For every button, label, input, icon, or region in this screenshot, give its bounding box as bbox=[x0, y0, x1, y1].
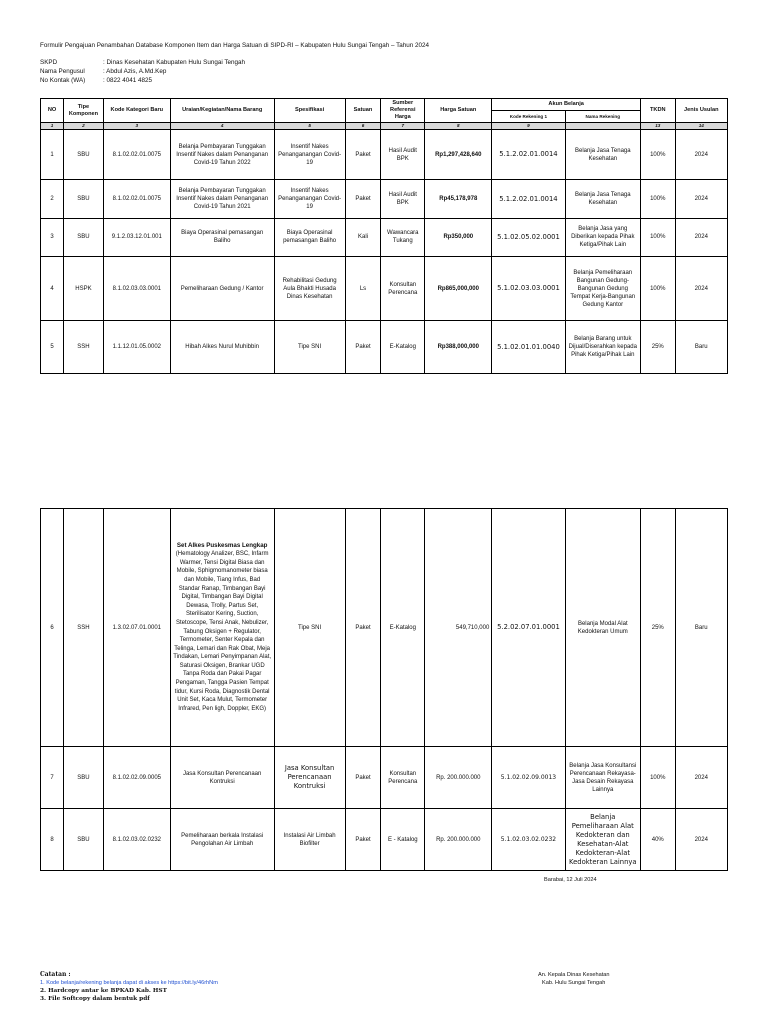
cell-nama-rek: Belanja Pemeliharaan Alat Kedokteran dan Kesehatan-Alat Kedokteran-Alat Kedokteran Lainnya bbox=[565, 809, 640, 871]
cell-nama-rek: Belanja Pemeliharaan Bangunan Gedung-Bangunan Gedung Tempat Kerja-Bangunan Gedung Kantor bbox=[565, 256, 640, 321]
table-row bbox=[41, 179, 728, 218]
cell-kode: 9.1.2.03.12.01.001 bbox=[103, 219, 170, 256]
info-label: Nama Pengusul bbox=[40, 68, 85, 75]
cell-spesifikasi: Rehabilitasi Gedung Aula Bhakti Husada Dinas Kesehatan bbox=[274, 256, 345, 321]
date-place: Barabai, 12 Juli 2024 bbox=[544, 877, 597, 883]
info-label: SKPD bbox=[40, 59, 58, 66]
cell-nama-rek: Belanja Jasa Tenaga Kesehatan bbox=[565, 179, 640, 218]
cell-uraian: Pemeliharaan Gedung / Kantor bbox=[170, 256, 274, 321]
cell-nama-rek: Belanja Jasa Tenaga Kesehatan bbox=[565, 130, 640, 180]
cell-uraian bbox=[170, 509, 274, 747]
cell-nama-rek: Belanja Barang untuk Dijual/Diserahkan kepada Pihak Ketiga/Pihak Lain bbox=[565, 321, 640, 374]
cell-tipe: SBU bbox=[64, 747, 104, 809]
info-value: : Abdul Azis, A.Md.Kep bbox=[103, 68, 167, 75]
cell-sumber: Hasil Audit BPK bbox=[381, 130, 425, 180]
cell-tipe: SSH bbox=[64, 321, 104, 374]
cell-kode: 8.1.02.02.01.0075 bbox=[103, 130, 170, 180]
cell-kode: 1.1.12.01.05.0002 bbox=[103, 321, 170, 374]
cell-uraian: Belanja Pembayaran Tunggakan Insentif Nakes dalam Penanganan Covid-19 Tahun 2021 bbox=[170, 179, 274, 218]
table-row bbox=[41, 809, 728, 871]
cell-nama-rek: Belanja Jasa Konsultansi Perencanaan Rekayasa-Jasa Desain Rekayasa Lainnya bbox=[565, 747, 640, 809]
col-number: 9 bbox=[492, 123, 565, 130]
table-row bbox=[41, 256, 728, 321]
cell-kode: 1.3.02.07.01.0001 bbox=[103, 509, 170, 747]
col-number: 5 bbox=[274, 123, 345, 130]
cell-no: 4 bbox=[41, 256, 64, 321]
col-header-harga: Harga Satuan bbox=[425, 99, 492, 123]
uraian-title: Set Alkes Puskesmas Lengkap bbox=[176, 541, 268, 549]
notes-item-3: 3. File Softcopy dalam bentuk pdf bbox=[40, 996, 150, 1002]
cell-jenis: 2024 bbox=[675, 219, 727, 256]
col-header-tkdn: TKDN bbox=[640, 99, 675, 123]
col-number: 8 bbox=[425, 123, 492, 130]
col-header-kode: Kode Kategori Baru bbox=[103, 99, 170, 123]
cell-harga: Rp388,000,000 bbox=[425, 321, 492, 374]
cell-nama-rek: Belanja Modal Alat Kedokteran Umum bbox=[565, 509, 640, 747]
cell-jenis: 2024 bbox=[675, 256, 727, 321]
info-value: : 0822 4041 4825 bbox=[103, 77, 153, 84]
signature-line-2: Kab. Hulu Sungai Tengah bbox=[542, 980, 606, 986]
cell-satuan: Paket bbox=[345, 509, 381, 747]
cell-tipe: SBU bbox=[64, 179, 104, 218]
col-number: 4 bbox=[170, 123, 274, 130]
cell-satuan: Kali bbox=[345, 219, 381, 256]
signature-block bbox=[538, 971, 610, 987]
info-skpd bbox=[40, 58, 245, 67]
cell-jenis: 2024 bbox=[675, 179, 727, 218]
table-row bbox=[41, 747, 728, 809]
cell-satuan: Ls bbox=[345, 256, 381, 321]
signature-line-1: An. Kepala Dinas Kesehatan bbox=[538, 972, 610, 978]
form-info bbox=[40, 58, 245, 85]
col-number: 2 bbox=[64, 123, 104, 130]
cell-tkdn: 100% bbox=[640, 219, 675, 256]
cell-tkdn: 25% bbox=[640, 509, 675, 747]
cell-kode-rek: 5.1.02.03.03.0001 bbox=[492, 256, 565, 321]
cell-jenis: Baru bbox=[675, 321, 727, 374]
cell-uraian: Biaya Operasinal pemasangan Baliho bbox=[170, 219, 274, 256]
col-header-jenis: Jenis Usulan bbox=[675, 99, 727, 123]
cell-uraian: Jasa Konsultan Perencanaan Kontruksi bbox=[170, 747, 274, 809]
col-number: 7 bbox=[381, 123, 425, 130]
col-header-spesifikasi: Spesifikasi bbox=[274, 99, 345, 123]
cell-harga: Rp. 200.000.000 bbox=[425, 747, 492, 809]
cell-kode-rek: 5.1.2.02.01.0014 bbox=[492, 130, 565, 180]
cell-kode-rek: 5.1.2.02.01.0014 bbox=[492, 179, 565, 218]
cell-no: 2 bbox=[41, 179, 64, 218]
cell-harga: Rp350,000 bbox=[425, 219, 492, 256]
cell-satuan: Paket bbox=[345, 809, 381, 871]
info-value: : Dinas Kesehatan Kabupaten Hulu Sungai Tengah bbox=[103, 59, 246, 66]
col-header-sumber: Sumber Referensi Harga bbox=[381, 99, 425, 123]
col-number: 6 bbox=[345, 123, 381, 130]
cell-tipe: HSPK bbox=[64, 256, 104, 321]
cell-kode: 8.1.02.03.02.0232 bbox=[103, 809, 170, 871]
cell-spesifikasi: Biaya Operasinal pemasangan Baliho bbox=[274, 219, 345, 256]
cell-no: 7 bbox=[41, 747, 64, 809]
notes-item-2: 2. Hardcopy antar ke BPKAD Kab. HST bbox=[40, 988, 167, 994]
cell-nama-rek: Belanja Jasa yang Diberikan kepada Pihak Ketiga/Pihak Lain bbox=[565, 219, 640, 256]
cell-kode-rek: 5.2.02.07.01.0001 bbox=[492, 509, 565, 747]
cell-satuan: Paket bbox=[345, 747, 381, 809]
info-pengusul bbox=[40, 67, 245, 76]
table-row bbox=[41, 321, 728, 374]
notes-heading: Catatan : bbox=[40, 971, 71, 978]
cell-kode: 8.1.02.02.09.0005 bbox=[103, 747, 170, 809]
component-table bbox=[40, 98, 728, 374]
cell-sumber: Konsultan Perencana bbox=[381, 747, 425, 809]
cell-uraian: Pemeliharaan berkala Instalasi Pengolahan Air Limbah bbox=[170, 809, 274, 871]
col-header-uraian: Uraian/Kegiatan/Nama Barang bbox=[170, 99, 274, 123]
cell-satuan: Paket bbox=[345, 321, 381, 374]
cell-kode-rek: 5.1.02.01.01.0040 bbox=[492, 321, 565, 374]
table-row bbox=[41, 130, 728, 180]
cell-harga: Rp. 200.000.000 bbox=[425, 809, 492, 871]
cell-spesifikasi: Tipe SNI bbox=[274, 321, 345, 374]
cell-tipe: SBU bbox=[64, 219, 104, 256]
col-number bbox=[565, 123, 640, 130]
cell-sumber: Wawancara Tukang bbox=[381, 219, 425, 256]
cell-spesifikasi: Insentif Nakes Penanganangan Covid-19 bbox=[274, 179, 345, 218]
cell-jenis: 2024 bbox=[675, 130, 727, 180]
cell-tkdn: 100% bbox=[640, 747, 675, 809]
col-header-nama-rek: Nama Rekening bbox=[565, 111, 640, 123]
cell-jenis: 2024 bbox=[675, 809, 727, 871]
cell-tipe: SBU bbox=[64, 809, 104, 871]
cell-tkdn: 40% bbox=[640, 809, 675, 871]
info-label: No Kontak (WA) bbox=[40, 77, 86, 84]
component-table-continued bbox=[40, 508, 728, 871]
cell-sumber: E - Katalog bbox=[381, 809, 425, 871]
notes bbox=[40, 971, 218, 1003]
cell-satuan: Paket bbox=[345, 179, 381, 218]
cell-uraian: Hibah Alkes Nurul Muhibbin bbox=[170, 321, 274, 374]
col-number: 1 bbox=[41, 123, 64, 130]
table-row bbox=[41, 219, 728, 256]
info-kontak bbox=[40, 76, 245, 85]
notes-item-1[interactable]: 1. Kode belanja/rekening belanja dapat di akses ke https://bit.ly/46rhNm bbox=[40, 980, 218, 986]
cell-no: 3 bbox=[41, 219, 64, 256]
cell-harga: Rp865,000,000 bbox=[425, 256, 492, 321]
cell-sumber: E-Katalog bbox=[381, 321, 425, 374]
cell-sumber: Hasil Audit BPK bbox=[381, 179, 425, 218]
uraian-detail: (Hematology Analizer, BSC, Infarm Warmer, Tensi Digital Biasa dan Mobile, Sphigmomanometer biasa dan Mobile, Tiang Infus, Bad Standar Ranap, Timbangan Bayi Digital, Timbangan Bayi Digital Dewasa, Trolly, Partus Set, Sterilisator Kering, Suction, Stetoscope, Tensi Anak, Nebulizer, Tabung Oksigen + Regulator, Termometer, Senter Kepala dan Telinga, Lemari dan Rak Obat, Meja Tindakan, Lemari Penyimpanan Alat, Saturasi Oksigen, Brankar UGD Tanpa Roda dan Pakai Pagar Pengaman, Tangga Pasien Tempat tidur, Kursi Roda, Diagnostik Dental Unit Set, Kaca Mulut, Termometer Infrared, Pen ligh, Doppler, EKG) bbox=[173, 551, 272, 712]
cell-kode-rek: 5.1.02.05.02.0001 bbox=[492, 219, 565, 256]
cell-tkdn: 25% bbox=[640, 321, 675, 374]
cell-tkdn: 100% bbox=[640, 256, 675, 321]
col-header-kode-rek: Kode Rekening 1 bbox=[492, 111, 565, 123]
col-header-tipe: Tipe Komponen bbox=[64, 99, 104, 123]
cell-harga: 549,710,000 bbox=[425, 509, 492, 747]
col-header-akun: Akun Belanja bbox=[492, 99, 641, 111]
cell-no: 1 bbox=[41, 130, 64, 180]
cell-jenis: 2024 bbox=[675, 747, 727, 809]
col-number: 14 bbox=[675, 123, 727, 130]
form-title: Formulir Pengajuan Penambahan Database Komponen Item dan Harga Satuan di SIPD-RI – Kabupaten Hulu Sungai Tengah – Tahun 2024 bbox=[40, 42, 430, 49]
cell-satuan: Paket bbox=[345, 130, 381, 180]
cell-no: 8 bbox=[41, 809, 64, 871]
cell-spesifikasi: Instalasi Air Limbah Biofilter bbox=[274, 809, 345, 871]
cell-kode-rek: 5.1.02.02.09.0013 bbox=[492, 747, 565, 809]
cell-jenis: Baru bbox=[675, 509, 727, 747]
cell-kode: 8.1.02.02.01.0075 bbox=[103, 179, 170, 218]
cell-kode-rek: 5.1.02.03.02.0232 bbox=[492, 809, 565, 871]
cell-spesifikasi: Jasa Konsultan Perencanaan Kontruksi bbox=[274, 747, 345, 809]
cell-tkdn: 100% bbox=[640, 179, 675, 218]
cell-spesifikasi: Tipe SNI bbox=[274, 509, 345, 747]
cell-tipe: SSH bbox=[64, 509, 104, 747]
col-header-no: NO bbox=[41, 99, 64, 123]
table-row bbox=[41, 509, 728, 747]
cell-tkdn: 100% bbox=[640, 130, 675, 180]
col-number: 3 bbox=[103, 123, 170, 130]
cell-sumber: Konsultan Perencana bbox=[381, 256, 425, 321]
cell-harga: Rp45,178,978 bbox=[425, 179, 492, 218]
col-header-satuan: Satuan bbox=[345, 99, 381, 123]
cell-uraian: Belanja Pembayaran Tunggakan Insentif Nakes dalam Penanganan Covid-19 Tahun 2022 bbox=[170, 130, 274, 180]
cell-tipe: SBU bbox=[64, 130, 104, 180]
cell-harga: Rp1,297,428,640 bbox=[425, 130, 492, 180]
cell-sumber: E-Katalog bbox=[381, 509, 425, 747]
cell-kode: 8.1.02.03.03.0001 bbox=[103, 256, 170, 321]
cell-spesifikasi: Insentif Nakes Penanganangan Covid-19 bbox=[274, 130, 345, 180]
cell-no: 5 bbox=[41, 321, 64, 374]
cell-no: 6 bbox=[41, 509, 64, 747]
col-number: 13 bbox=[640, 123, 675, 130]
